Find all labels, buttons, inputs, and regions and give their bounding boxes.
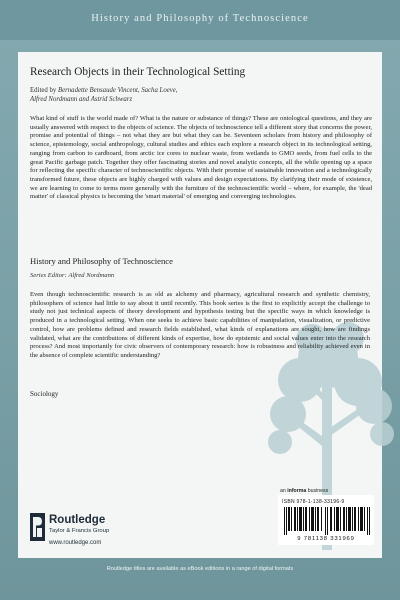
imprint-prefix: an: [280, 488, 288, 494]
imprint-suffix: business: [306, 488, 329, 494]
imprint-brand: informa: [287, 488, 307, 494]
ebook-note: Routledge titles are available as eBook editions in a range of digital formats: [106, 566, 294, 572]
publisher-url[interactable]: www.routledge.com: [49, 540, 102, 546]
book-title: Research Objects in their Technological Setting: [30, 66, 246, 78]
routledge-logo-icon: [30, 513, 45, 541]
book-editors: [30, 86, 280, 105]
publisher-group: Taylor & Francis Group: [49, 528, 110, 534]
series-description: Even though technoscientific research is as old as alchemy and pharmacy, agricultural research and synthetic chemistry, philosophers of science had little to say about it until recently. This book series is the first to explicitly accept the challenge to study not just technical aspects of theory development and hypothesis testing but the specific ways in which knowledge is produced in a technological setting. When one seeks to achieve basic capabilities of manipulation, visualization, or predictive control, how are problems defined and research fields established, what kinds of explanations are sought, how are findings validated, what are the contributions of different kinds of expertise, how do epistemic and social values enter into the research process? And most importantly for civic observers of contemporary research: how is robustness and reliability achieved even in the absence of complete scientific understanding?: [30, 291, 370, 359]
series-name-header: History and Philosophy of Technoscience: [91, 13, 309, 24]
series-editor: Series Editor: Alfred Nordmann: [30, 272, 115, 279]
editors-line-2: Alfred Nordmann and Astrid Schwarz: [30, 96, 133, 104]
editors-lead: Edited by: [30, 87, 58, 94]
publisher-name: Routledge: [49, 514, 106, 526]
editors-line-1: Bernadette Bensaude Vincent, Sacha Loeve,: [57, 87, 178, 94]
barcode-digits: 9 781138 331969: [297, 536, 355, 542]
subject-category: Sociology: [30, 390, 59, 398]
informa-imprint: [280, 488, 328, 494]
publisher-logo: [30, 513, 150, 553]
series-heading: History and Philosophy of Technoscience: [30, 256, 173, 266]
barcode-icon: [284, 507, 370, 535]
book-description: What kind of stuff is the world made of? What is the nature or substance of things? These are ontological questions, and they are usually answered with respect to the objects of science. The objects of technoscience tell a different story that concerns the power, promise and potential of things – not what they are but what they can be. Seventeen scholars from history and philosophy of science, epistemology, social anthropology, cultural studies and ethics each explore a research object in its technological setting, ranging from carbon to cardboard, from arctic ice cores to nuclear waste, from wetlands to GMO seeds, from fuel cells to the great Pacific garbage patch. Together they offer fascinating stories and novel analytic concepts, all the while opening up a space for reflecting the specific character of technoscientific objects. With their promise of sustainable innovation and a technologically transformed future, these objects are highly charged with values and design expectations. By clarifying their mode of existence, we are learning to come to terms more generally with the furniture of the technoscientific world – where, for example, the 'dead matter' of classical physics is becoming the 'smart material' of emerging and converging technologies.: [30, 115, 372, 201]
isbn-label: ISBN 978-1-138-33196-9: [282, 499, 345, 505]
